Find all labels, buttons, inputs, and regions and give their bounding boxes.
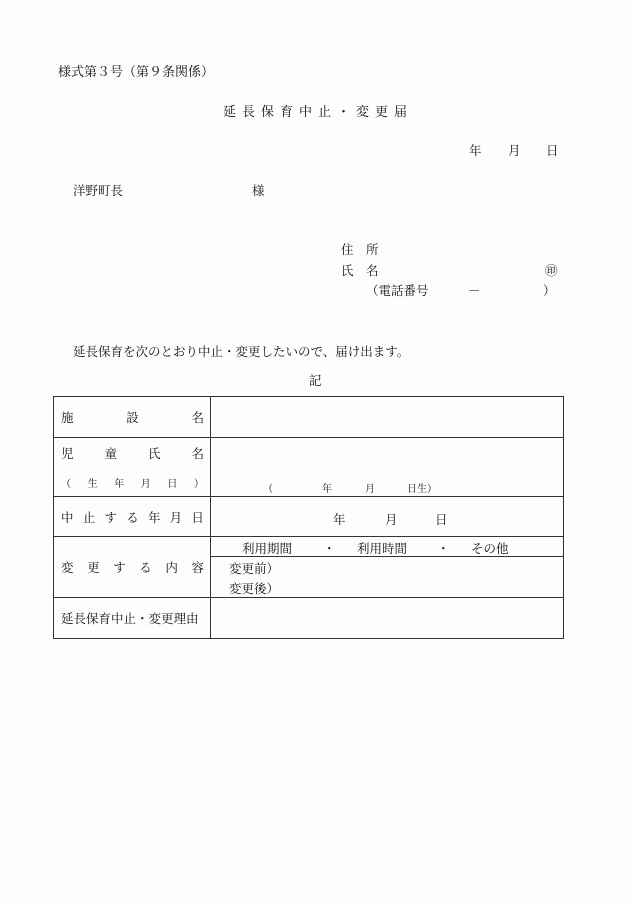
- page-title: 延長保育中止・変更届: [223, 105, 414, 120]
- stop-date-value[interactable]: [211, 497, 564, 537]
- birth-label-char: （: [61, 479, 71, 490]
- birth-label-char: ）: [193, 479, 204, 490]
- birth-open: （: [263, 484, 273, 495]
- address-label: 住 所: [341, 242, 379, 257]
- phone-open: （電話番号: [366, 283, 429, 298]
- stop-label-char: 止: [82, 509, 96, 525]
- date-month: 月: [508, 143, 521, 158]
- change-label-char: 内: [165, 560, 178, 575]
- row-stop-date: [54, 497, 564, 537]
- name-label: 氏 名: [341, 263, 379, 278]
- row-change-options: [54, 537, 564, 557]
- change-label-char: る: [139, 560, 152, 575]
- change-label-char: 更: [87, 560, 100, 575]
- facility-value[interactable]: [211, 397, 564, 438]
- change-before: 変更前）: [229, 561, 280, 576]
- child-value[interactable]: [211, 438, 564, 497]
- birth-label-char: 日: [167, 479, 178, 490]
- birth-month: 月: [365, 484, 375, 495]
- date-day: 日: [546, 143, 559, 158]
- child-label-char: 氏: [147, 446, 161, 461]
- birth-suffix: 日生）: [407, 484, 437, 495]
- change-detail[interactable]: [211, 557, 564, 598]
- option-time[interactable]: 利用時間: [357, 541, 408, 556]
- row-child: [54, 438, 564, 497]
- birth-label-char: 生: [87, 479, 98, 490]
- change-label-char: 変: [61, 560, 74, 575]
- facility-label-char: 名: [191, 410, 204, 425]
- option-other[interactable]: その他: [471, 541, 509, 556]
- row-reason: [54, 598, 564, 639]
- stop-label-char: 中: [61, 509, 74, 525]
- form-number: 様式第３号（第９条関係）: [58, 65, 215, 80]
- body-text: 延長保育を次のとおり中止・変更したいので、届け出ます。: [73, 344, 410, 359]
- option-separator: ・: [437, 541, 450, 556]
- request-table: [53, 396, 564, 639]
- change-after: 変更後）: [229, 581, 280, 596]
- reason-label: 延長保育中止・変更理由: [54, 598, 211, 639]
- stop-label-char: 日: [191, 509, 204, 525]
- child-label-char: 児: [61, 446, 74, 461]
- stop-date-label: [54, 497, 211, 537]
- stop-label-char: す: [104, 509, 117, 525]
- option-separator: ・: [323, 541, 336, 556]
- option-period[interactable]: 利用期間: [242, 541, 293, 556]
- reason-value[interactable]: [211, 598, 564, 639]
- change-content-label: [54, 537, 211, 598]
- date-year: 年: [469, 143, 482, 158]
- stop-label-char: 年: [147, 509, 161, 525]
- birth-year: 年: [322, 484, 332, 495]
- change-options[interactable]: [211, 537, 564, 557]
- seal-mark: ㊞: [545, 263, 558, 278]
- row-facility: [54, 397, 564, 438]
- facility-label-char: 設: [126, 410, 139, 425]
- birth-label-char: 月: [140, 479, 151, 490]
- ki-heading: 記: [309, 373, 322, 388]
- phone-close: ）: [543, 283, 556, 298]
- child-label-char: 童: [104, 446, 117, 461]
- addressee-name: 洋野町長: [73, 183, 124, 198]
- stop-month: 月: [385, 512, 398, 527]
- stop-day: 日: [435, 512, 448, 527]
- change-label-char: す: [113, 560, 126, 575]
- phone-dash: －: [468, 283, 481, 298]
- birth-label-char: 年: [114, 479, 125, 490]
- child-label: [54, 438, 211, 497]
- facility-label: [54, 397, 211, 438]
- facility-label-char: 施: [61, 410, 74, 425]
- stop-label-char: る: [126, 509, 139, 525]
- change-label-char: 容: [191, 560, 204, 575]
- stop-year: 年: [333, 512, 346, 527]
- addressee-honorific: 様: [252, 183, 265, 198]
- child-label-char: 名: [191, 446, 204, 461]
- stop-label-char: 月: [169, 509, 183, 525]
